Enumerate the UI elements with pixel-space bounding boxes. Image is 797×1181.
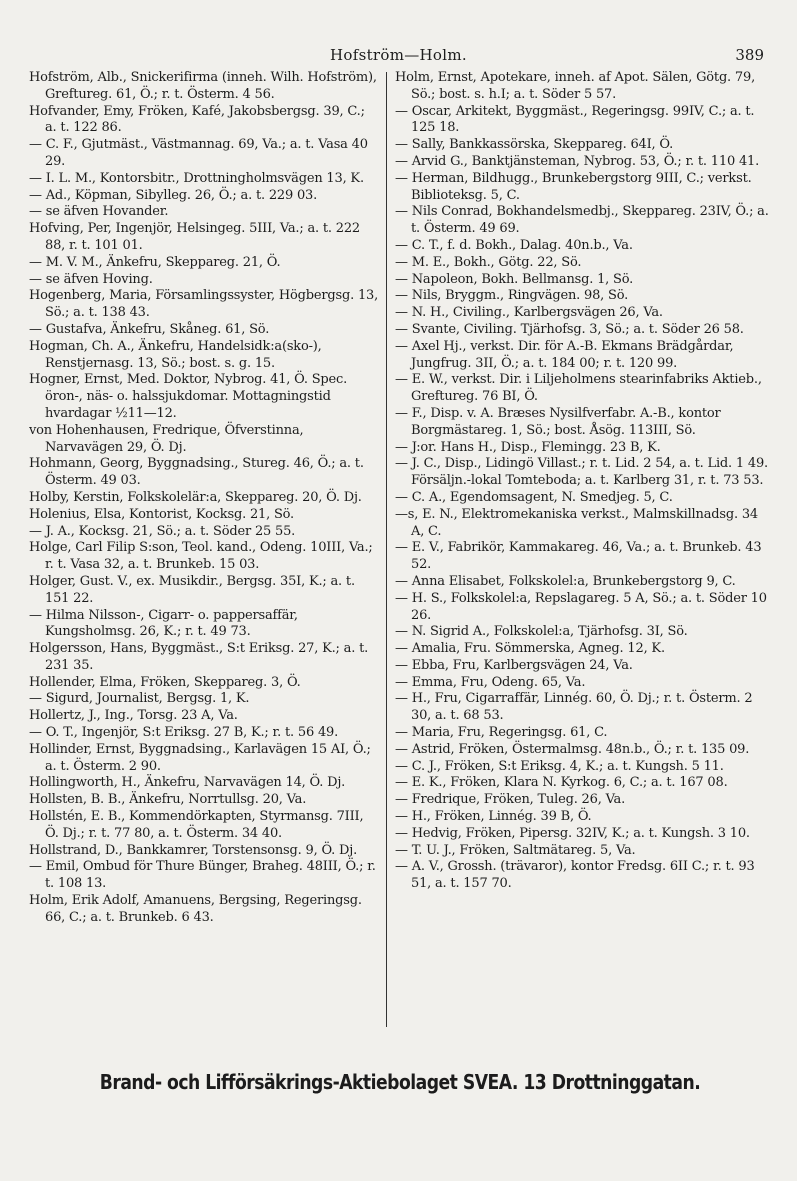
directory-entry: — C. F., Gjutmäst., Västmannag. 69, Va.; a. t. Vasa 40 29.: [29, 137, 368, 169]
directory-entry: Hohmann, Georg, Byggnadsing., Stureg. 46, Ö.; a. t. Österm. 49 03.: [29, 456, 364, 489]
directory-entry: — F., Disp. v. A. Bræses Nysilfverfabr. A.-B., kontor Borgmästareg. 1, Sö.; bost. Åsög. 113III, Sö.: [395, 405, 721, 438]
directory-entry: — E. K., Fröken, Klara N. Kyrkog. 6, C.; a. t. 167 08.: [395, 775, 728, 791]
directory-entry: Hofvander, Emy, Fröken, Kafé, Jakobsbergsg. 39, C.; a. t. 122 86.: [29, 103, 365, 136]
directory-entry: — A. V., Grossh. (trävaror), kontor Fredsg. 6II C.; r. t. 93 51, a. t. 157 70.: [395, 859, 755, 892]
directory-entry: Hofström, Alb., Snickerifirma (inneh. Wilh. Hofström), Greftureg. 61, Ö.; r. t. Österm. 4 56.: [29, 70, 377, 102]
directory-entry: Holm, Ernst, Apotekare, inneh. af Apot. Sälen, Götg. 79, Sö.; bost. s. h.I; a. t. Söder 5 57.: [395, 70, 755, 102]
right-column: [395, 70, 773, 1040]
directory-entry: — Emma, Fru, Odeng. 65, Va.: [395, 674, 586, 690]
directory-entry: von Hohenhausen, Fredrique, Öfverstinna, Narvavägen 29, Ö. Dj.: [29, 422, 304, 455]
directory-entry: — Axel Hj., verkst. Dir. för A.-B. Ekmans Brädgårdar, Jungfrug. 3II, Ö.; a. t. 184 00; r. t. 120 99.: [395, 338, 734, 371]
directory-entry: — Hedvig, Fröken, Pipersg. 32IV, K.; a. t. Kungsh. 3 10.: [395, 825, 750, 841]
directory-columns: [29, 70, 771, 1040]
directory-entry: Holby, Kerstin, Folkskolelär:a, Skeppareg. 20, Ö. Dj.: [29, 489, 362, 505]
directory-entry: — I. L. M., Kontorsbitr., Drottningholmsvägen 13, K.: [29, 170, 364, 186]
directory-entry: — Anna Elisabet, Folkskolel:a, Brunkebergstorg 9, C.: [395, 573, 736, 589]
directory-entry: Holge, Carl Filip S:son, Teol. kand., Odeng. 10III, Va.; r. t. Vasa 32, a. t. Brunkeb. 15 03.: [29, 540, 373, 573]
directory-entry: — M. V. M., Änkefru, Skeppareg. 21, Ö.: [29, 254, 281, 270]
directory-entry: —s, E. N., Elektromekaniska verkst., Malmskillnadsg. 34 A, C.: [395, 506, 758, 539]
directory-entry: — H. S., Folkskolel:a, Repslagareg. 5 A, Sö.; a. t. Söder 10 26.: [395, 590, 767, 623]
page-title: Hofström—Holm.: [330, 46, 467, 64]
directory-entry: — Ebba, Fru, Karlbergsvägen 24, Va.: [395, 657, 633, 673]
left-column: [29, 70, 380, 1040]
directory-entry: Hollinder, Ernst, Byggnadsing., Karlavägen 15 AI, Ö.; a. t. Österm. 2 90.: [29, 741, 371, 774]
directory-entry: — N. Sigrid A., Folkskolel:a, Tjärhofsg. 3I, Sö.: [395, 624, 688, 640]
directory-entry: Holm, Erik Adolf, Amanuens, Bergsing, Regeringsg. 66, C.; a. t. Brunkeb. 6 43.: [29, 893, 362, 925]
directory-entry: — M. E., Bokh., Götg. 22, Sö.: [395, 254, 582, 270]
directory-entry: — se äfven Hoving.: [29, 271, 153, 287]
advertisement-banner: Brand- och Lifförsäkrings-Aktiebolaget SVEA. 13 Drottninggatan.: [99, 1070, 701, 1094]
directory-entry: Hogenberg, Maria, Församlingssyster, Högbergsg. 13, Sö.; a. t. 138 43.: [29, 288, 379, 321]
directory-entry: — H., Fru, Cigarraffär, Linnég. 60, Ö. Dj.; r. t. Österm. 2 30, a. t. 68 53.: [395, 691, 753, 724]
directory-entry: — Fredrique, Fröken, Tuleg. 26, Va.: [395, 792, 626, 808]
directory-entry: — Ad., Köpman, Sibylleg. 26, Ö.; a. t. 229 03.: [29, 187, 318, 203]
directory-entry: Hollender, Elma, Fröken, Skeppareg. 3, Ö.: [29, 674, 301, 690]
directory-entry: — Sigurd, Journalist, Bergsg. 1, K.: [29, 691, 250, 707]
directory-entry: — C. A., Egendomsagent, N. Smedjeg. 5, C.: [395, 489, 673, 505]
directory-entry: Hollingworth, H., Änkefru, Narvavägen 14, Ö. Dj.: [29, 775, 346, 791]
directory-entry: — Maria, Fru, Regeringsg. 61, C.: [395, 725, 608, 741]
directory-entry: — Gustafva, Änkefru, Skåneg. 61, Sö.: [29, 321, 270, 337]
running-head: [0, 46, 797, 68]
directory-entry: — O. T., Ingenjör, S:t Eriksg. 27 B, K.; r. t. 56 49.: [29, 725, 339, 741]
directory-entry: Hollstrand, D., Bankkamrer, Torstensonsg. 9, Ö. Dj.: [29, 842, 357, 858]
directory-entry: Hogner, Ernst, Med. Doktor, Nybrog. 41, Ö. Spec. öron-, näs- o. halssjukdomar. Mottagningstid hvardagar ½11—12.: [29, 372, 348, 421]
directory-entry: Hollstén, E. B., Kommendörkapten, Styrmansg. 7III, Ö. Dj.; r. t. 77 80, a. t. Österm. 34 40.: [29, 809, 364, 841]
directory-entry: — H., Fröken, Linnég. 39 B, Ö.: [395, 809, 592, 825]
directory-entry: — J. C., Disp., Lidingö Villast.; r. t. Lid. 2 54, a. t. Lid. 1 49. Försäljn.-lokal Tomteboda; a. t. Karlberg 31, r. t. 73 53.: [395, 456, 768, 489]
directory-entry: — Herman, Bildhugg., Brunkebergstorg 9III, C.; verkst. Biblioteksg. 5, C.: [395, 170, 752, 203]
directory-entry: — E. W., verkst. Dir. i Liljeholmens stearinfabriks Aktieb., Greftureg. 76 BI, Ö.: [395, 372, 762, 405]
directory-entry: Hollsten, B. B., Änkefru, Norrtullsg. 20, Va.: [29, 792, 307, 808]
directory-entry: Hofving, Per, Ingenjör, Helsingeg. 5III, Va.; a. t. 222 88, r. t. 101 01.: [29, 221, 360, 253]
directory-entry: Hollertz, J., Ing., Torsg. 23 A, Va.: [29, 708, 238, 724]
directory-entry: Holgersson, Hans, Byggmäst., S:t Eriksg. 27, K.; a. t. 231 35.: [29, 641, 369, 673]
directory-entry: — Svante, Civiling. Tjärhofsg. 3, Sö.; a. t. Söder 26 58.: [395, 321, 744, 337]
directory-entry: — Emil, Ombud för Thure Bünger, Braheg. 48III, Ö.; r. t. 108 13.: [29, 859, 376, 892]
directory-entry: — Oscar, Arkitekt, Byggmäst., Regeringsg. 99IV, C.; a. t. 125 18.: [395, 103, 755, 136]
directory-entry: — T. U. J., Fröken, Saltmätareg. 5, Va.: [395, 842, 636, 858]
directory-entry: Hogman, Ch. A., Änkefru, Handelsidk:a(sko-), Renstjernasg. 13, Sö.; bost. s. g. 15.: [29, 338, 322, 371]
page-number: 389: [735, 46, 764, 64]
directory-entry: — C. T., f. d. Bokh., Dalag. 40n.b., Va.: [395, 237, 633, 253]
directory-entry: — J. A., Kocksg. 21, Sö.; a. t. Söder 25 55.: [29, 523, 296, 539]
directory-entry: — Nils Conrad, Bokhandelsmedbj., Skeppareg. 23IV, Ö.; a. t. Österm. 49 69.: [395, 204, 769, 237]
column-divider: [386, 72, 387, 1027]
directory-entry: — Arvid G., Banktjänsteman, Nybrog. 53, Ö.; r. t. 110 41.: [395, 153, 760, 169]
directory-entry: — Nils, Bryggm., Ringvägen. 98, Sö.: [395, 288, 629, 304]
directory-entry: — C. J., Fröken, S:t Eriksg. 4, K.; a. t. Kungsh. 5 11.: [395, 758, 724, 774]
directory-entry: — J:or. Hans H., Disp., Flemingg. 23 B, K.: [395, 439, 661, 455]
directory-entry: — se äfven Hovander.: [29, 204, 169, 220]
directory-entry: — E. V., Fabrikör, Kammakareg. 46, Va.; a. t. Brunkeb. 43 52.: [395, 540, 762, 573]
directory-entry: — Astrid, Fröken, Östermalmsg. 48n.b., Ö.; r. t. 135 09.: [395, 741, 750, 757]
directory-entry: — N. H., Civiling., Karlbergsvägen 26, Va.: [395, 305, 663, 321]
directory-entry: Holenius, Elsa, Kontorist, Kocksg. 21, Sö.: [29, 506, 294, 522]
directory-entry: — Napoleon, Bokh. Bellmansg. 1, Sö.: [395, 271, 634, 287]
directory-entry: — Sally, Bankkassörska, Skeppareg. 64I, Ö.: [395, 137, 674, 153]
directory-entry: Holger, Gust. V., ex. Musikdir., Bergsg. 35I, K.; a. t. 151 22.: [29, 573, 355, 606]
directory-entry: — Hilma Nilsson-, Cigarr- o. pappersaffär, Kungsholmsg. 26, K.; r. t. 49 73.: [29, 607, 298, 640]
directory-entry: — Amalia, Fru. Sömmerska, Agneg. 12, K.: [395, 641, 665, 657]
